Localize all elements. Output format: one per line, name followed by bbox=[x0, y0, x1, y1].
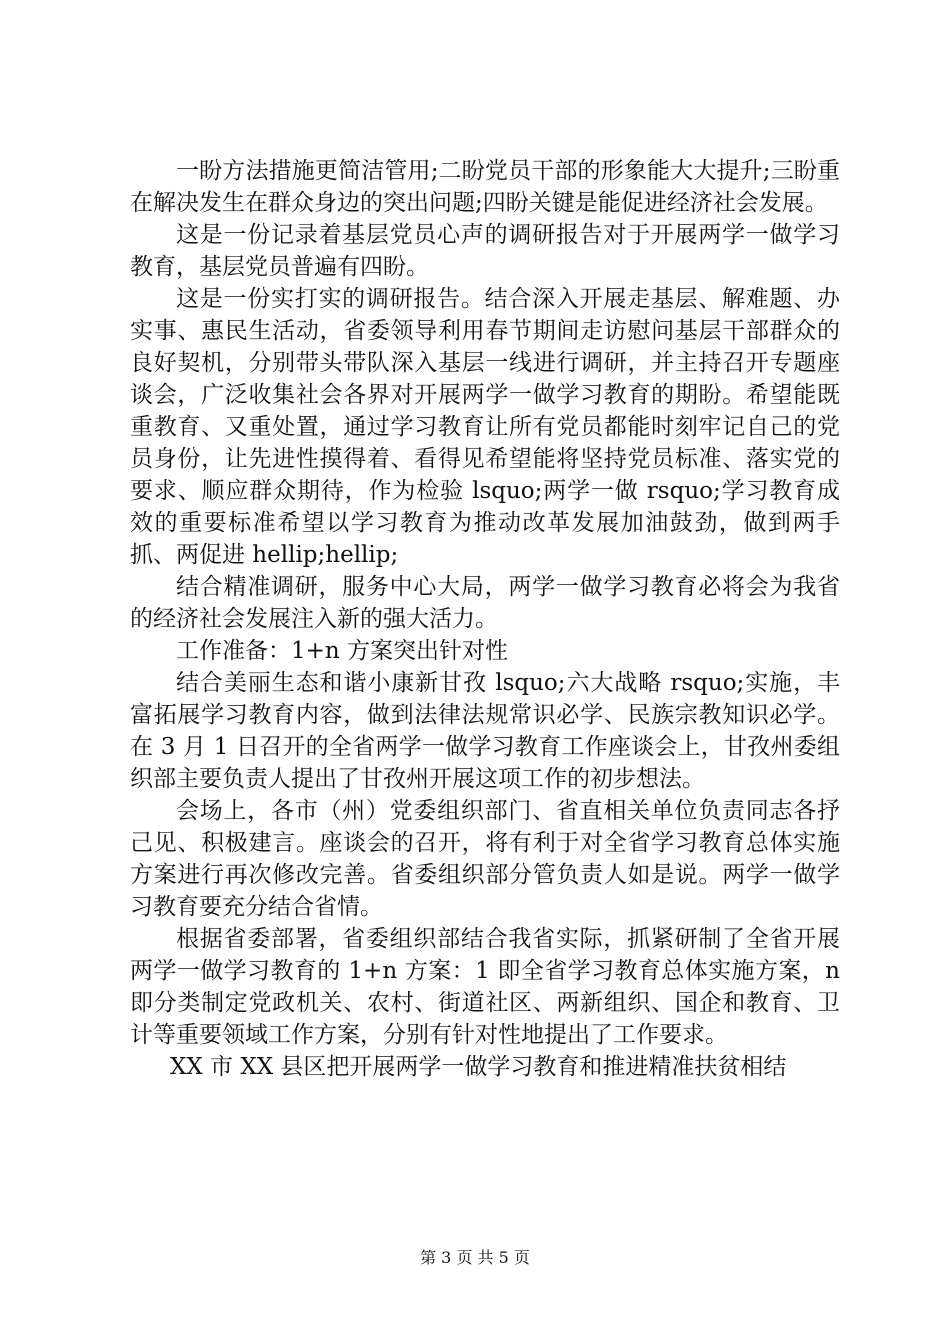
paragraph: 一盼方法措施更简洁管用;二盼党员干部的形象能大大提升;三盼重在解决发生在群众身边的突出问题;四盼关键是能促进经济社会发展。 bbox=[130, 158, 840, 216]
document-body bbox=[130, 155, 840, 1083]
section-heading: 工作准备：1+n 方案突出针对性 bbox=[176, 638, 509, 664]
paragraph: 结合精准调研，服务中心大局，两学一做学习教育必将会为我省的经济社会发展注入新的强大活力。 bbox=[130, 574, 840, 632]
paragraph: 根据省委部署，省委组织部结合我省实际，抓紧研制了全省开展两学一做学习教育的 1+n 方案：1 即全省学习教育总体实施方案，n 即分类制定党政机关、农村、街道社区、两新组织、国企和教育、卫计等重要领域工作方案，分别有针对性地提出了工作要求。 bbox=[130, 926, 840, 1048]
page-footer: 第 3 页 共 5 页 bbox=[420, 1248, 530, 1267]
paragraph: XX 市 XX 县区把开展两学一做学习教育和推进精准扶贫相结 bbox=[170, 1054, 787, 1080]
paragraph: 这是一份实打实的调研报告。结合深入开展走基层、解难题、办实事、惠民生活动，省委领导利用春节期间走访慰问基层干部群众的良好契机，分别带头带队深入基层一线进行调研，并主持召开专题座谈会，广泛收集社会各界对开展两学一做学习教育的期盼。希望能既重教育、又重处置，通过学习教育让所有党员都能时刻牢记自己的党员身份，让先进性摸得着、看得见希望能将坚持党员标准、落实党的要求、顺应群众期待，作为检验 lsquo;两学一做 rsquo;学习教育成效的重要标准希望以学习教育为推动改革发展加油鼓劲，做到两手抓、两促进 hellip;hellip; bbox=[130, 286, 840, 568]
paragraph: 结合美丽生态和谐小康新甘孜 lsquo;六大战略 rsquo;实施，丰富拓展学习教育内容，做到法律法规常识必学、民族宗教知识必学。在 3 月 1 日召开的全省两学一做学习教育工作座谈会上，甘孜州委组织部主要负责人提出了甘孜州开展这项工作的初步想法。 bbox=[130, 670, 840, 792]
paragraph: 这是一份记录着基层党员心声的调研报告对于开展两学一做学习教育，基层党员普遍有四盼。 bbox=[130, 222, 840, 280]
paragraph: 会场上，各市（州）党委组织部门、省直相关单位负责同志各抒己见、积极建言。座谈会的召开，将有利于对全省学习教育总体实施方案进行再次修改完善。省委组织部分管负责人如是说。两学一做学习教育要充分结合省情。 bbox=[130, 798, 840, 920]
